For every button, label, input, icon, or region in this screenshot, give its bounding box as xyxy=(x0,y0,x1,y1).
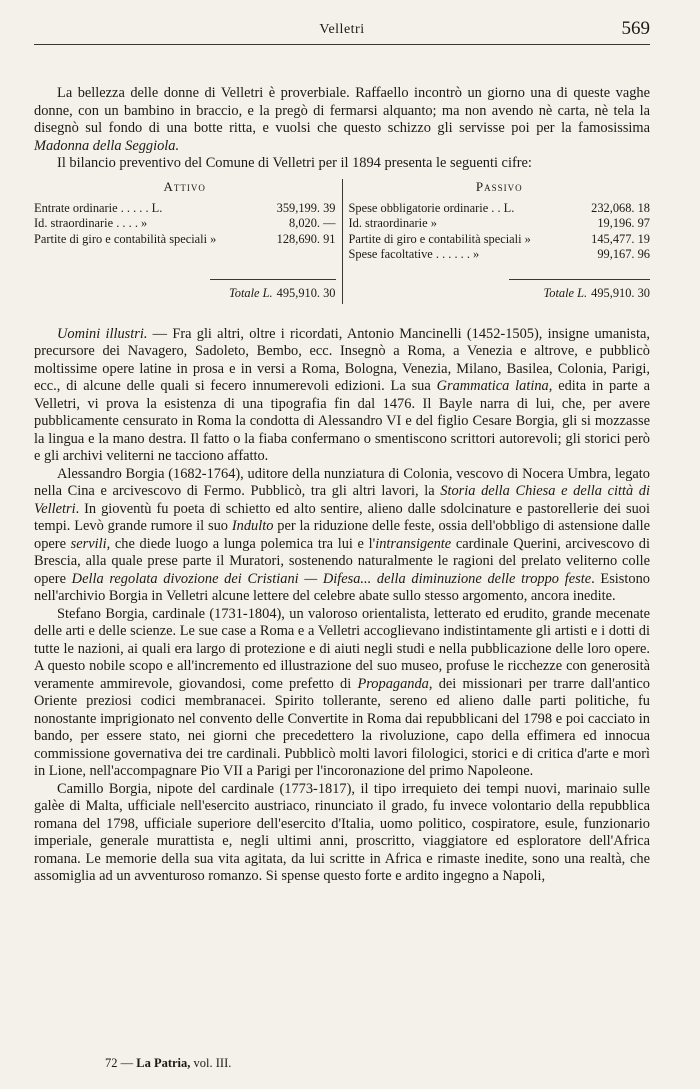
publication-name: La Patria, xyxy=(136,1056,191,1070)
row-label: Partite di giro e contabilità speciali » xyxy=(34,231,217,246)
work-title: Della regolata divozione dei Cristiani — Difesa... della diminuzione delle troppo feste xyxy=(71,570,592,587)
intro-text: La bellezza delle donne di Velletri è proverbiale. Raffaello incontrò un giorno una di queste vaghe donne, con un bambino in braccio, e la pregò di fermarsi alquanto; ma non avendo nè carta, nè tela la disegnò sul fondo di una botte ritta, e vuolsi che questo schizzo gli servisse poi per la famosissima xyxy=(34,85,650,136)
passivo-total xyxy=(509,279,651,304)
paragraph-stefano-borgia xyxy=(34,606,650,781)
paragraph-text: cardinale Querini, arcivescovo di Brescia, alla quale prese parte il Muratori, sostenendo naturalmente le ragioni del prelato veliterno colle opere xyxy=(34,535,651,587)
intro-paragraph xyxy=(34,85,650,155)
paragraph-camillo-borgia: Camillo Borgia, nipote del cardinale (1773-1817), il tipo irrequieto dei tempi nuovi, marinaio sulle galèe di Malta, ufficiale nell'esercito austriaco, rinunciato il grado, fu invece volontario della repubblica romana del 1798, ufficiale superiore dell'esercito d'Italia, uomo politico, cospiratore, esule, funzionario imperiale, generale murattista e, negli ultimi anni, proscritto, viaggiatore ed esploratore dell'Africa romana. Le memorie della sua vita agitata, da lui scritte in Africa e rimaste inedite, sono una realtà, che assomiglia ad un avventuroso romanzo. Si spense questo forte e ardito ingegno a Napoli, xyxy=(34,780,650,884)
row-label: Spese obbligatorie ordinarie . . L. xyxy=(348,200,515,215)
work-title: Grammatica latina xyxy=(436,378,549,394)
paragraph-alessandro-borgia xyxy=(34,466,650,606)
total-label: Totale L. xyxy=(543,285,588,300)
attivo-heading: Attivo xyxy=(163,178,206,194)
passivo-row xyxy=(349,247,651,263)
row-amount: 145,477. 19 xyxy=(591,231,650,246)
row-label: Partite di giro e contabilità speciali » xyxy=(348,231,531,246)
italic-term: Propaganda xyxy=(357,675,429,692)
row-amount: 232,068. 18 xyxy=(591,200,650,215)
budget-attivo-column xyxy=(34,179,343,304)
budget-passivo-column xyxy=(343,179,651,304)
total-amount: 495,910. 30 xyxy=(591,285,650,300)
passivo-row xyxy=(349,232,651,248)
paragraph-text: , edita in parte a Velletri, vi prova la esistenza di una tipografia fin dal 1476. Il Bayle narra di lui, che, per avere pubblicamente censurato in Roma la condotta di Alessandro VI e del figlio Cesare Borgia, gli si mozzasse la lingua e la mano destra. Il fatto o la fiaba confermano o smentiscono scrittori autorevoli; gli storici però e gli archivi veliterni ne tacciono affatto. xyxy=(34,378,650,464)
row-amount: 99,167. 96 xyxy=(597,247,650,261)
row-amount: 8,020. — xyxy=(289,216,336,230)
work-title: Indulto xyxy=(231,518,274,534)
row-amount: 128,690. 91 xyxy=(276,231,336,246)
attivo-row xyxy=(34,232,336,248)
page-footer xyxy=(105,1056,231,1071)
paragraph-text: , dei missionari per trarre dall'antico Oriente preziosi codici membranacei. Spirito tollerante, sereno ed alieno dalle parti politiche, fu nonostante imprigionato nel convento delle Convertite in Roma dai repubblicani del 1798 e poi cacciato in bando, per essere stato, nei giorni che precedettero la rivoluzione, capo della effimera ed innocua commissione governativa dei tre cardinali. Pubblicò molti lavori filologici, storici e di critica d'arte e morì in Lione, nell'accompagnare Pio VII a Parigi per l'incoronazione del primo Napoleone. xyxy=(34,675,650,779)
volume-number: vol. III. xyxy=(193,1056,232,1070)
paragraph-text: — Fra gli altri, oltre i ricordati, Antonio Mancinelli (1452-1505), insigne umanista, precursore dei Navagero, Sadoleto, Bembo, ecc. Insegnò a Roma, a Venezia e altrove, e pubblicò moltissime opere latine in prosa e in versi a Roma, Bologna, Venezia, Milano, Basilea, Colonia, Parigi, ecc., di alcune delle quali si fecero innumerevoli edizioni. La sua xyxy=(34,325,650,394)
attivo-total xyxy=(210,279,336,304)
passivo-row xyxy=(349,216,651,232)
total-label: Totale L. xyxy=(229,285,273,300)
signature-mark: 72 — xyxy=(105,1056,134,1070)
work-title: Storia della Chiesa e della città di Velletri xyxy=(34,483,650,517)
running-header xyxy=(34,18,650,45)
page-number: 569 xyxy=(621,18,650,39)
paragraph-text: Alessandro Borgia (1682-1764), uditore della nunziatura di Colonia, vescovo di Nocera Umbra, legato nella Cina e arcivescovo di Fermo. Pubblicò, tra gli altri lavori, la xyxy=(34,465,650,499)
paragraph-text: . In gioventù fu poeta di schietto ed alto sentire, alieno dalle sdolcinature e pastorellerie dei suoi tempi. Levò grande rumore il suo xyxy=(34,500,650,534)
budget-table xyxy=(34,179,650,304)
total-amount: 495,910. 30 xyxy=(276,285,336,300)
row-amount: 359,199. 39 xyxy=(276,200,336,215)
passivo-row xyxy=(349,201,651,217)
budget-intro-paragraph: Il bilancio preventivo del Comune di Velletri per il 1894 presenta le seguenti cifre: xyxy=(57,155,532,171)
row-label: Id. straordinarie » xyxy=(348,216,437,230)
paragraph-text: Stefano Borgia, cardinale (1731-1804), un valoroso orientalista, letterato ed erudito, grande mecenate delle arti e delle scienze. Le sue case a Roma e a Velletri accoglievano indistintamente gli artisti e i dotti di tutte le nazioni, ai quali era largo di protezione e di aiuti negli studi e nella pubblicazione delle loro opere. A questo nobile scopo e all'incremento ed illustrazione del suo museo, profuse le ricchezze con generosità veramente ammirevole, giovandosi, come prefetto di xyxy=(34,605,650,692)
running-title: Velletri xyxy=(319,22,365,37)
passivo-heading: Passivo xyxy=(475,178,523,194)
biographies xyxy=(34,326,650,886)
row-label: Entrate ordinarie . . . . . L. xyxy=(34,200,163,215)
intro-artwork-title: Madonna della Seggiola. xyxy=(34,137,180,154)
row-label: Spese facoltative . . . . . . » xyxy=(348,247,480,261)
attivo-row xyxy=(34,201,336,217)
paragraph-text: , che diede luogo a lunga polemica tra lui e l' xyxy=(106,535,376,552)
row-label: Id. straordinarie . . . . » xyxy=(34,216,148,230)
italic-term: servili xyxy=(70,535,107,552)
row-amount: 19,196. 97 xyxy=(597,216,650,230)
attivo-row xyxy=(34,216,336,232)
section-heading: Uomini illustri. xyxy=(57,325,148,342)
paragraph-uomini-illustri xyxy=(34,326,650,466)
italic-term: intransigente xyxy=(375,535,452,552)
intro-section xyxy=(34,85,650,173)
paragraph-text: . Esistono nell'archivio Borgia in Velletri alcune lettere del celebre abate sullo stesso argomento, ancora inedite. xyxy=(34,570,650,604)
paragraph-text: per la riduzione delle feste, ossia dell'obbligo di astensione dalle opere xyxy=(34,518,650,552)
